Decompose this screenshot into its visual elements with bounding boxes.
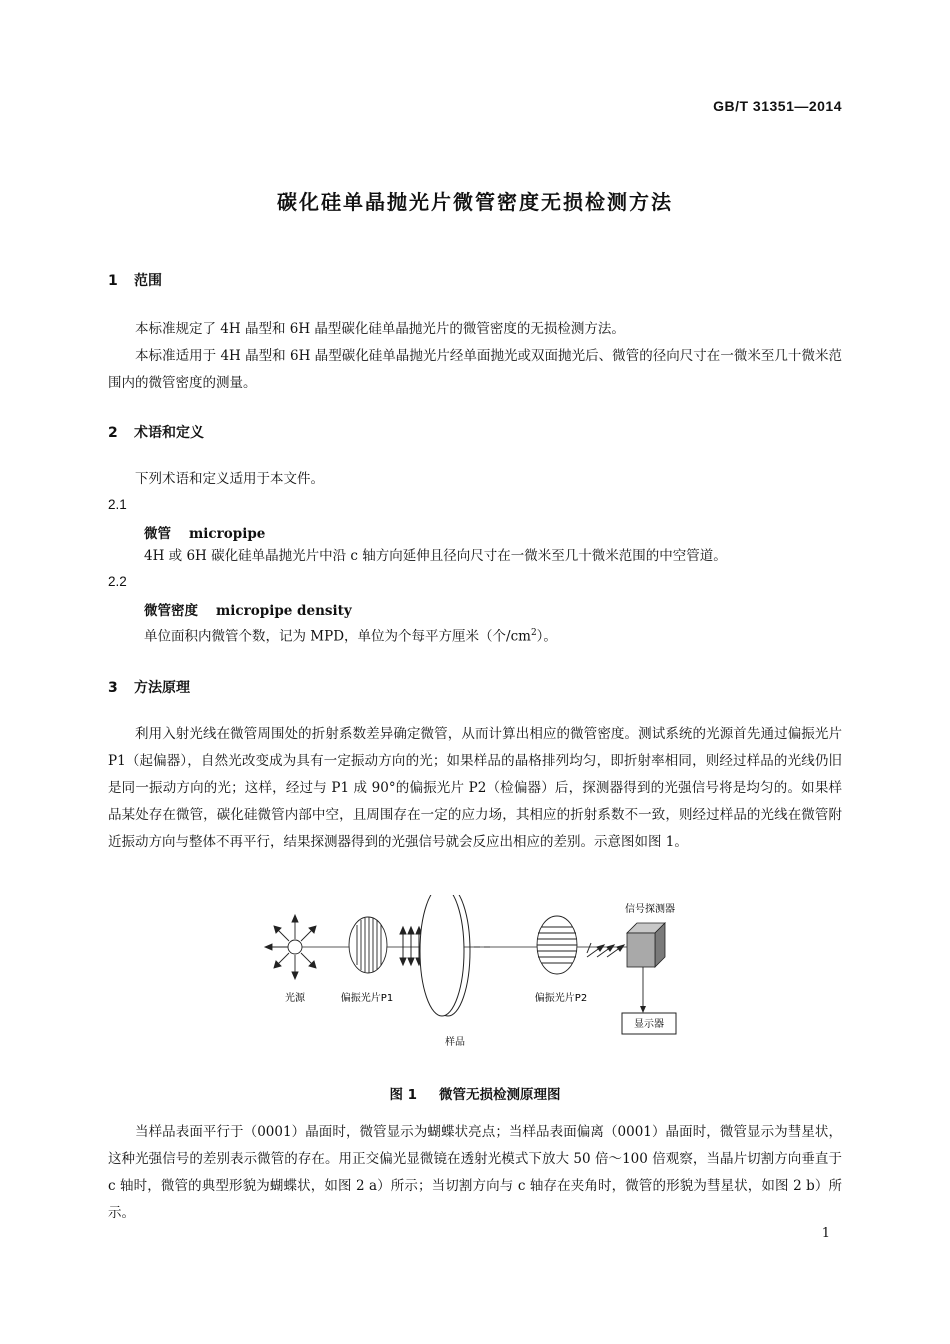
polarizer-p2-icon — [537, 916, 577, 974]
section-title: 范围 — [134, 273, 162, 289]
label-sample: 样品 — [445, 1037, 465, 1048]
label-detector: 信号探测器 — [625, 904, 675, 915]
section-number: 3 — [108, 680, 118, 696]
arrow-down-icon — [640, 1006, 646, 1013]
caption-number: 图 1 — [389, 1087, 418, 1103]
term-definition: 4H 或 6H 碳化硅单晶抛光片中沿 c 轴方向延伸且径向尺寸在一微米至几十微米范围的中空管道。 — [144, 548, 727, 564]
figure-caption — [0, 1083, 950, 1103]
signal-detector-icon — [627, 923, 665, 967]
polarizer-p1-icon — [349, 917, 387, 973]
term-micropipe — [144, 522, 265, 542]
label-display: 显示器 — [634, 1019, 664, 1030]
signal-arrows-icon — [587, 943, 624, 957]
principle-paragraph-2: 当样品表面平行于（0001）晶面时，微管显示为蝴蝶状亮点；当样品表面偏离（0001）晶面时，微管显示为彗星状，这种光强信号的差别表示微管的存在。用正交偏光显微镜在透射光模式下放大 50 倍～100 倍观察，当晶片切割方向垂直于 c 轴时，微管的典型形貌为蝴蝶状，如图 2 a）所示；当切割方向与 c 轴存在夹角时，微管的形貌为彗星状，如图 2 b）所示。 — [108, 1124, 842, 1221]
definition-text: 单位面积内微管个数，记为 MPD，单位为个每平方厘米（个/cm — [144, 628, 531, 645]
terms-intro: 下列术语和定义适用于本文件。 — [135, 471, 324, 487]
term-en: micropipe density — [216, 603, 352, 619]
polarized-light-arrows-icon — [400, 927, 422, 965]
scope-paragraph-1: 本标准规定了 4H 晶型和 6H 晶型碳化硅单晶抛光片的微管密度的无损检测方法。 — [135, 321, 625, 337]
section-heading-3 — [108, 677, 190, 697]
principle-paragraph-1: 利用入射光线在微管周围处的折射系数差异确定微管，从而计算出相应的微管密度。测试系统的光源首先通过偏振光片 P1（起偏器），自然光改变成为具有一定振动方向的光；如果样品的晶格排列均匀，即折射率相同，则经过样品的光线仍旧是同一振动方向的光；这样，经过与 P1 成 90°的偏振光片 P2（检偏器）后，探测器得到的光强信号将是均匀的。如果样品某处存在微管，碳化硅微管内部中空，且周围存在一定的应力场，其相应的折射系数不一致，则经过样品的光线在微管附近振动方向与整体不再平行，结果探测器得到的光强信号就会反应出相应的差别。示意图如图 1。 — [108, 726, 842, 850]
section-title: 术语和定义 — [134, 425, 204, 441]
definition-text-end: ）。 — [536, 628, 557, 645]
term-micropipe-density — [144, 599, 352, 619]
clause-number: 2.1 — [108, 497, 127, 512]
caption-text: 微管无损检测原理图 — [439, 1087, 561, 1103]
label-polarizer-p2: 偏振光片P2 — [534, 993, 588, 1004]
document-title: 碳化硅单晶抛光片微管密度无损检测方法 — [277, 190, 673, 214]
term-definition — [144, 623, 557, 647]
clause-number: 2.2 — [108, 574, 127, 589]
figure-principle-diagram — [255, 895, 715, 1060]
label-light-source: 光源 — [285, 993, 305, 1004]
section-heading-1 — [108, 270, 162, 290]
term-en: micropipe — [189, 526, 266, 542]
page-number: 1 — [821, 1226, 830, 1241]
scope-paragraph-2: 本标准适用于 4H 晶型和 6H 晶型碳化硅单晶抛光片经单面抛光或双面抛光后、微管的径向尺寸在一微米至几十微米范围内的微管密度的测量。 — [108, 348, 842, 391]
term-zh: 微管 — [144, 526, 171, 542]
section-number: 2 — [108, 425, 118, 441]
section-title: 方法原理 — [134, 680, 190, 696]
superscript: 2 — [530, 628, 537, 638]
sample-wafer-icon — [420, 895, 470, 1016]
label-polarizer-p1: 偏振光片P1 — [340, 993, 394, 1004]
term-zh: 微管密度 — [144, 603, 198, 619]
section-heading-2 — [108, 422, 204, 442]
section-number: 1 — [108, 273, 118, 289]
standard-code: GB/T 31351—2014 — [713, 98, 842, 114]
